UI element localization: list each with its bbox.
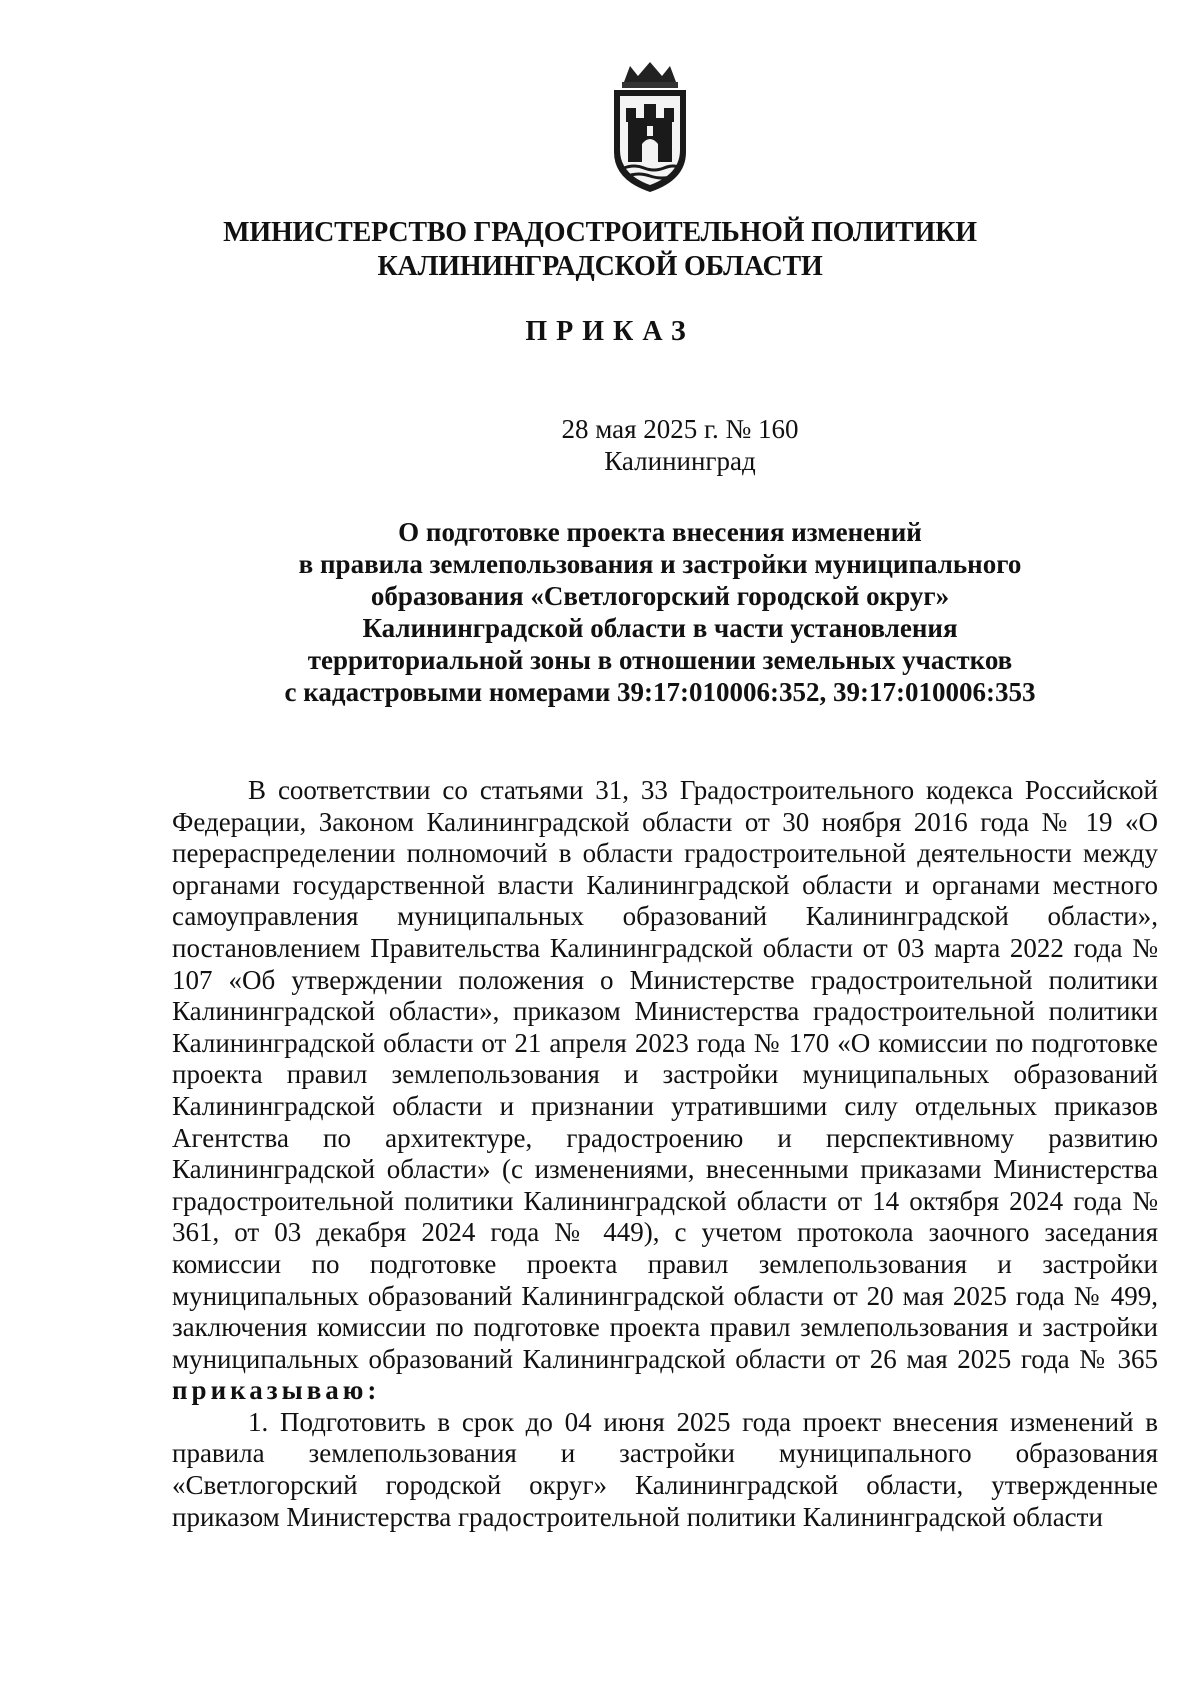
date-and-number-block (520, 413, 840, 477)
title-line: Калининградской области в части установления (362, 613, 958, 643)
date-number: 28 мая 2025 г. № 160 (561, 414, 799, 444)
preamble-paragraph (172, 775, 1158, 1407)
city: Калининград (604, 446, 756, 476)
coat-of-arms-emblem (604, 60, 696, 196)
preamble-text: В соответствии со статьями 31, 33 Градостроительного кодекса Российской Федерации, Законом Калининградской области от 30 ноября 2016 года № 19 «О перераспределении полномочий в области градостроительной деятельности между органами государственной власти Калининградской области и органами местного самоуправления муниципальных образований Калининградской области», постановлением Правительства Калининградской области от 03 марта 2022 года № 107 «Об утверждении положения о Министерстве градостроительной политики Калининградской области», приказом Министерства градостроительной политики Калининградской области от 21 апреля 2023 года № 170 «О комиссии по подготовке проекта правил землепользования и застройки муниципальных образований Калининградской области и признании утратившими силу отдельных приказов Агентства по архитектуре, градостроению и перспективному развитию Калининградской области» (с изменениями, внесенными приказами Министерства градостроительной политики Калининградской области от 14 октября 2024 года № 361, от 03 декабря 2024 года № 449), с учетом протокола заочного заседания комиссии по подготовке проекта правил землепользования и застройки муниципальных образований Калининградской области от 20 мая 2025 года № 499, заключения комиссии по подготовке проекта правил землепользования и застройки муниципальных образований Калининградской области от 26 мая 2025 года № 365 (172, 775, 1158, 1374)
title-line: территориальной зоны в отношении земельных участков (307, 645, 1013, 675)
document-title (60, 516, 1200, 708)
ministry-name-line1: МИНИСТЕРСТВО ГРАДОСТРОИТЕЛЬНОЙ ПОЛИТИКИ (223, 217, 977, 248)
document-body (172, 775, 1158, 1533)
order-word: приказываю: (172, 1375, 381, 1406)
ministry-name (0, 216, 1200, 284)
title-line: образования «Светлогорский городской округ» (370, 581, 950, 611)
document-type-heading: ПРИКАЗ (525, 316, 695, 347)
item-1-paragraph: 1. Подготовить в срок до 04 июня 2025 года проект внесения изменений в правила землепользования и застройки муниципального образования «Светлогорский городской округ» Калининградской области, утвержденные приказом Министерства градостроительной политики Калининградской области (172, 1406, 1158, 1532)
title-line: О подготовке проекта внесения изменений (398, 517, 922, 547)
title-line: в правила землепользования и застройки муниципального (298, 549, 1022, 579)
ministry-name-line2: КАЛИНИНГРАДСКОЙ ОБЛАСТИ (377, 251, 823, 282)
title-line: с кадастровыми номерами 39:17:010006:352, 39:17:010006:353 (284, 677, 1036, 707)
